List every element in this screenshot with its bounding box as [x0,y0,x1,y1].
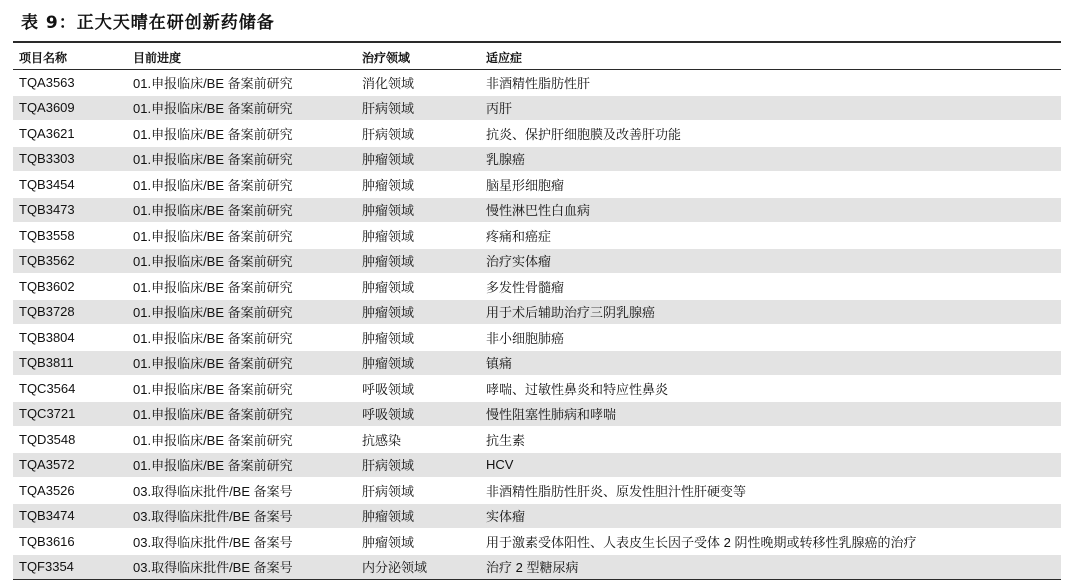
cell-indication: 治疗 2 型糖尿病 [480,554,1061,580]
cell-indication: 抗生素 [480,427,1061,453]
cell-progress: 01.申报临床/BE 备案前研究 [127,427,356,453]
cell-indication: 用于激素受体阳性、人表皮生长因子受体 2 阴性晚期或转移性乳腺癌的治疗 [480,529,1061,555]
table-row [13,248,1061,274]
cell-therapeutic-area: 抗感染 [356,427,480,453]
table-row [13,478,1061,504]
cell-project-name: TQA3609 [13,95,127,121]
cell-therapeutic-area: 肿瘤领域 [356,172,480,198]
cell-indication: 多发性骨髓瘤 [480,274,1061,300]
cell-indication: 抗炎、保护肝细胞膜及改善肝功能 [480,121,1061,147]
cell-project-name: TQA3526 [13,478,127,504]
table-row [13,95,1061,121]
table-row [13,223,1061,249]
table-row [13,197,1061,223]
table-row [13,146,1061,172]
cell-indication: 疼痛和癌症 [480,223,1061,249]
cell-project-name: TQB3454 [13,172,127,198]
cell-progress: 03.取得临床批件/BE 备案号 [127,554,356,580]
cell-indication: 乳腺癌 [480,146,1061,172]
cell-therapeutic-area: 肝病领域 [356,121,480,147]
cell-therapeutic-area: 肿瘤领域 [356,503,480,529]
cell-project-name: TQB3473 [13,197,127,223]
cell-progress: 01.申报临床/BE 备案前研究 [127,299,356,325]
table-row [13,325,1061,351]
cell-therapeutic-area: 内分泌领域 [356,554,480,580]
cell-progress: 01.申报临床/BE 备案前研究 [127,376,356,402]
cell-project-name: TQB3303 [13,146,127,172]
table-row [13,452,1061,478]
cell-indication: 治疗实体瘤 [480,248,1061,274]
cell-progress: 01.申报临床/BE 备案前研究 [127,197,356,223]
cell-project-name: TQB3558 [13,223,127,249]
table-title: 表 9：正大天晴在研创新药储备 [21,13,275,33]
cell-indication: 哮喘、过敏性鼻炎和特应性鼻炎 [480,376,1061,402]
header-project-name: 项目名称 [13,45,127,70]
cell-progress: 01.申报临床/BE 备案前研究 [127,146,356,172]
cell-indication: 慢性淋巴性白血病 [480,197,1061,223]
header-progress: 目前进度 [127,45,356,70]
cell-progress: 03.取得临床批件/BE 备案号 [127,503,356,529]
cell-indication: 慢性阻塞性肺病和哮喘 [480,401,1061,427]
cell-project-name: TQB3562 [13,248,127,274]
cell-therapeutic-area: 呼吸领域 [356,376,480,402]
cell-progress: 01.申报临床/BE 备案前研究 [127,121,356,147]
cell-therapeutic-area: 消化领域 [356,70,480,96]
cell-therapeutic-area: 呼吸领域 [356,401,480,427]
cell-indication: 脑星形细胞瘤 [480,172,1061,198]
cell-progress: 01.申报临床/BE 备案前研究 [127,70,356,96]
header-indication: 适应症 [480,45,1061,70]
cell-indication: HCV [480,452,1061,478]
top-rule [13,41,1061,43]
cell-therapeutic-area: 肿瘤领域 [356,529,480,555]
cell-progress: 01.申报临床/BE 备案前研究 [127,350,356,376]
cell-project-name: TQA3572 [13,452,127,478]
cell-project-name: TQB3616 [13,529,127,555]
cell-indication: 非小细胞肺癌 [480,325,1061,351]
cell-therapeutic-area: 肿瘤领域 [356,350,480,376]
table-row [13,70,1061,96]
table-row [13,172,1061,198]
cell-therapeutic-area: 肝病领域 [356,452,480,478]
cell-project-name: TQA3621 [13,121,127,147]
cell-project-name: TQB3811 [13,350,127,376]
cell-progress: 03.取得临床批件/BE 备案号 [127,478,356,504]
table-row [13,529,1061,555]
cell-therapeutic-area: 肿瘤领域 [356,299,480,325]
cell-progress: 01.申报临床/BE 备案前研究 [127,95,356,121]
cell-project-name: TQB3804 [13,325,127,351]
cell-project-name: TQC3564 [13,376,127,402]
pipeline-table [13,45,1061,580]
cell-therapeutic-area: 肿瘤领域 [356,197,480,223]
table-row [13,299,1061,325]
cell-progress: 03.取得临床批件/BE 备案号 [127,529,356,555]
cell-therapeutic-area: 肝病领域 [356,95,480,121]
cell-project-name: TQF3354 [13,554,127,580]
cell-progress: 01.申报临床/BE 备案前研究 [127,274,356,300]
cell-indication: 丙肝 [480,95,1061,121]
table-row [13,121,1061,147]
table-row [13,427,1061,453]
cell-indication: 用于术后辅助治疗三阴乳腺癌 [480,299,1061,325]
cell-indication: 非酒精性脂肪性肝 [480,70,1061,96]
cell-therapeutic-area: 肿瘤领域 [356,223,480,249]
cell-therapeutic-area: 肿瘤领域 [356,248,480,274]
cell-project-name: TQA3563 [13,70,127,96]
cell-progress: 01.申报临床/BE 备案前研究 [127,223,356,249]
table-row [13,376,1061,402]
cell-project-name: TQB3602 [13,274,127,300]
table-row [13,554,1061,580]
cell-indication: 镇痛 [480,350,1061,376]
cell-progress: 01.申报临床/BE 备案前研究 [127,452,356,478]
cell-therapeutic-area: 肝病领域 [356,478,480,504]
cell-therapeutic-area: 肿瘤领域 [356,146,480,172]
cell-progress: 01.申报临床/BE 备案前研究 [127,248,356,274]
cell-therapeutic-area: 肿瘤领域 [356,274,480,300]
header-therapeutic-area: 治疗领域 [356,45,480,70]
cell-project-name: TQB3474 [13,503,127,529]
cell-progress: 01.申报临床/BE 备案前研究 [127,401,356,427]
cell-progress: 01.申报临床/BE 备案前研究 [127,172,356,198]
cell-project-name: TQC3721 [13,401,127,427]
table-row [13,274,1061,300]
cell-progress: 01.申报临床/BE 备案前研究 [127,325,356,351]
header-row [13,45,1061,70]
cell-project-name: TQB3728 [13,299,127,325]
table-row [13,503,1061,529]
cell-indication: 非酒精性脂肪性肝炎、原发性胆汁性肝硬变等 [480,478,1061,504]
cell-indication: 实体瘤 [480,503,1061,529]
table-row [13,401,1061,427]
table-row [13,350,1061,376]
cell-therapeutic-area: 肿瘤领域 [356,325,480,351]
cell-project-name: TQD3548 [13,427,127,453]
